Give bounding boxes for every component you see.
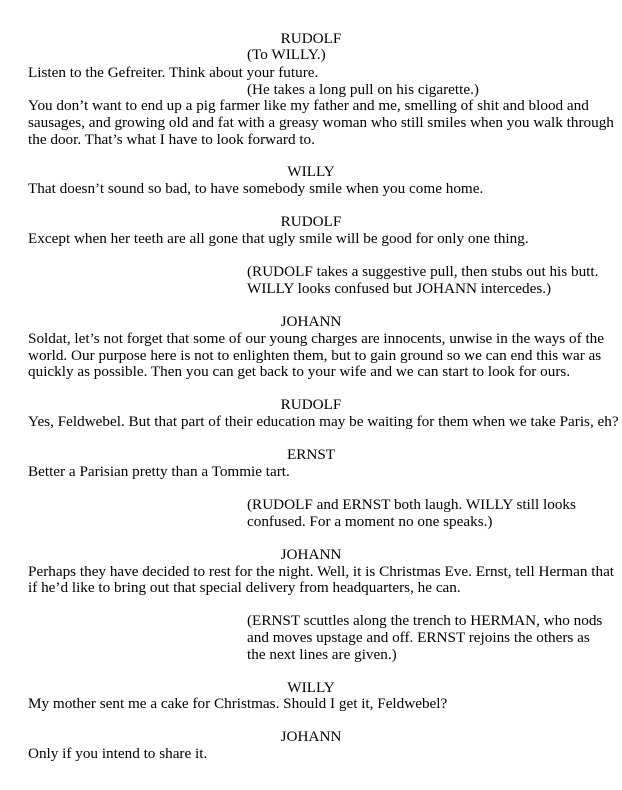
- dialogue-line: sausages, and growing old and fat with a greasy woman who still smiles when you walk through: [28, 114, 614, 131]
- dialogue-line: Soldat, let’s not forget that some of our young charges are innocents, unwise in the ways of the: [28, 330, 605, 347]
- dialogue-line: Listen to the Gefreiter. Think about your future.: [28, 64, 319, 81]
- dialogue-line: Except when her teeth are all gone that ugly smile will be good for only one thing.: [28, 230, 529, 247]
- character-name: RUDOLF: [280, 396, 342, 413]
- stage-direction: the next lines are given.): [247, 646, 397, 663]
- character-name: ERNST: [286, 446, 336, 463]
- character-name: RUDOLF: [280, 30, 342, 47]
- dialogue-line: You don’t want to end up a pig farmer like my father and me, smelling of shit and blood and: [28, 97, 589, 114]
- dialogue-line: That doesn’t sound so bad, to have somebody smile when you come home.: [28, 180, 484, 197]
- character-name: JOHANN: [280, 728, 342, 745]
- stage-direction: confused. For a moment no one speaks.): [247, 513, 493, 530]
- dialogue-line: quickly as possible. Then you can get back to your wife and we can start to look for ours.: [28, 363, 571, 380]
- character-name: WILLY: [287, 163, 335, 180]
- dialogue-line: Yes, Feldwebel. But that part of their education may be waiting for them when we take Paris, eh?: [28, 413, 619, 430]
- character-name: JOHANN: [280, 313, 342, 330]
- stage-direction: and moves upstage and off. ERNST rejoins the others as: [247, 629, 590, 646]
- dialogue-line: world. Our purpose here is not to enlighten them, but to gain ground so we can end this war as: [28, 347, 602, 364]
- parenthetical: (He takes a long pull on his cigarette.): [247, 81, 479, 98]
- stage-direction: (ERNST scuttles along the trench to HERMAN, who nods: [247, 612, 603, 629]
- character-name: JOHANN: [280, 546, 342, 563]
- stage-direction: (RUDOLF takes a suggestive pull, then stubs out his butt.: [247, 263, 599, 280]
- dialogue-line: if he’d like to bring out that special delivery from headquarters, he can.: [28, 579, 461, 596]
- character-name: WILLY: [287, 679, 335, 696]
- dialogue-line: Only if you intend to share it.: [28, 745, 208, 762]
- stage-direction: (RUDOLF and ERNST both laugh. WILLY still looks: [247, 496, 576, 513]
- dialogue-line: Better a Parisian pretty than a Tommie tart.: [28, 463, 290, 480]
- dialogue-line: the door. That’s what I have to look forward to.: [28, 131, 315, 148]
- stage-direction: WILLY looks confused but JOHANN intercedes.): [247, 280, 552, 297]
- dialogue-line: My mother sent me a cake for Christmas. Should I get it, Feldwebel?: [28, 695, 448, 712]
- dialogue-line: Perhaps they have decided to rest for the night. Well, it is Christmas Eve. Ernst, tell Herman that: [28, 563, 615, 580]
- parenthetical: (To WILLY.): [247, 46, 326, 63]
- character-name: RUDOLF: [280, 213, 342, 230]
